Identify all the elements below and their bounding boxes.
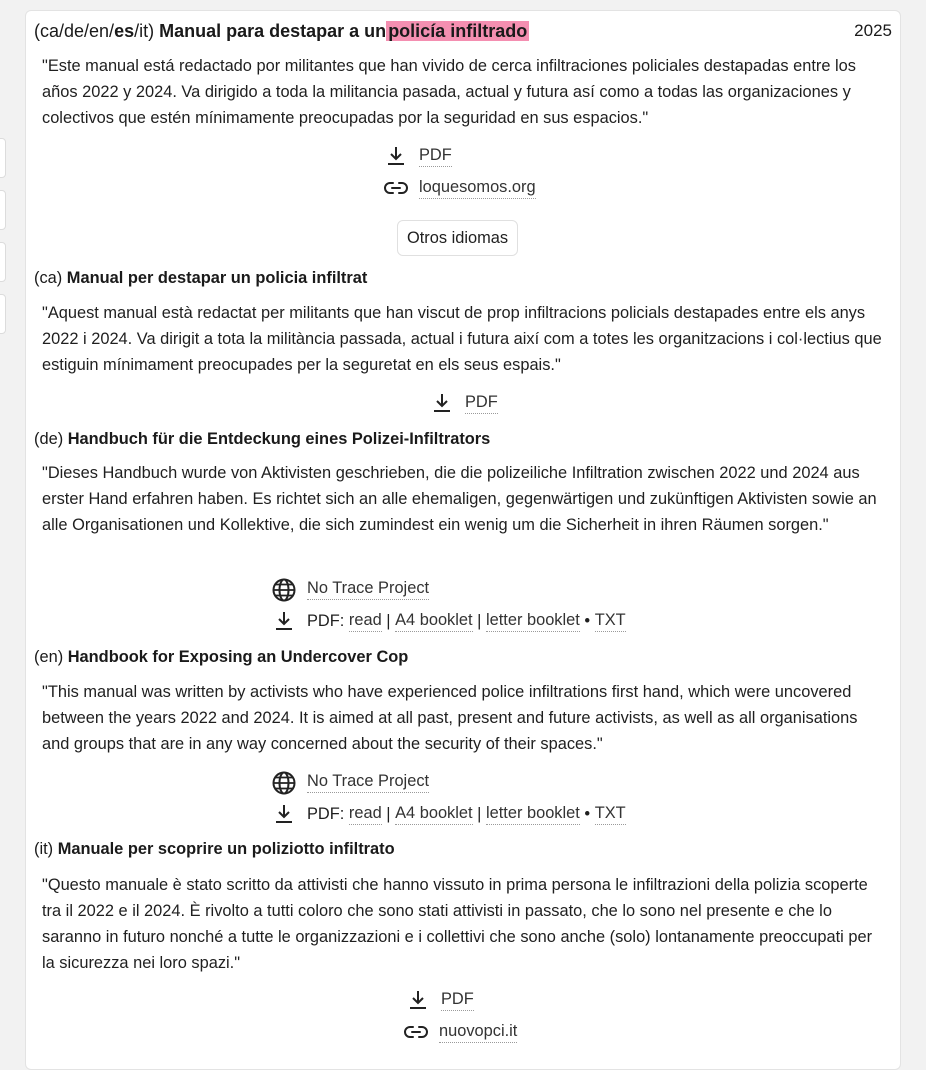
card-header: [34, 19, 892, 47]
en-title: Handbook for Exposing an Undercover Cop: [67, 648, 409, 666]
es-site-row: [383, 176, 536, 199]
sidebar-tab-4[interactable]: [0, 294, 6, 334]
de-letter-booklet-link[interactable]: letter booklet: [486, 609, 580, 632]
en-site-link[interactable]: No Trace Project: [307, 770, 429, 793]
de-description: "Dieses Handbuch wurde von Aktivisten geschrieben, die die polizeiliche Infiltration zwischen 2022 und 2024 aus erster Hand erfahren haben. Es richtet sich an alle ehemaligen, gegenwärtigen und zukünftigen Aktivisten sowie an alle Organisationen und Kollektive, die sich zumindest ein wenig um die Sicherheit in ihren Räumen sorgen.": [42, 464, 877, 534]
en-heading: (en) Handbook for Exposing an Undercover Cop: [34, 648, 409, 666]
ca-description: "Aquest manual està redactat per militants que han viscut de prop infiltracions policials destapades entre els anys 2022 i 2024. Va dirigit a tota la militància passada, actual i futura així com a totes les organitzacions i col·lectius que estiguin mínimament preocupades per la seguretat en els seus espais.": [42, 304, 882, 374]
it-title: Manuale per scoprire un poliziotto infiltrato: [57, 840, 395, 858]
ca-pdf-link[interactable]: PDF: [465, 391, 498, 414]
card-title: Manual para destapar a un policía infiltrado: [159, 21, 528, 41]
title-highlight: policía infiltrado: [388, 21, 528, 41]
it-site-link[interactable]: nuovopci.it: [439, 1020, 517, 1043]
de-read-link[interactable]: read: [349, 609, 382, 632]
other-languages-button[interactable]: Otros idiomas: [397, 220, 518, 256]
link-icon: [383, 177, 409, 199]
de-site-link[interactable]: No Trace Project: [307, 577, 429, 600]
link-icon: [403, 1021, 429, 1043]
globe-icon: [271, 771, 297, 793]
it-pdf-link[interactable]: PDF: [441, 988, 474, 1011]
it-pdf-row: [407, 988, 474, 1011]
sidebar-tab-3[interactable]: [0, 242, 6, 282]
download-icon: [273, 610, 297, 632]
en-pdf-row: PDF: read | A4 booklet | letter booklet • TXT: [273, 802, 626, 825]
it-description: "Questo manuale è stato scritto da attivisti che hanno vissuto in prima persona le infiltrazioni della polizia scoperte tra il 2022 e il 2024. È rivolto a tutti coloro che sono stati attivisti in passato, che lo sono nel presente e che lo saranno in futuro nonché a tutte le organizzazioni e i collettivi che sono anche (solo) lontanamente preoccupati per la sicurezza nei loro spazi.": [42, 876, 873, 972]
it-heading: (it) Manuale per scoprire un poliziotto infiltrato: [34, 840, 395, 858]
de-site-row: [271, 577, 429, 600]
de-a4-booklet-link[interactable]: A4 booklet: [395, 609, 472, 632]
it-site-row: [403, 1020, 517, 1043]
en-description: "This manual was written by activists who have experienced police infiltrations first hand, which were uncovered between the years 2022 and 2024. It is aimed at all past, present and future activists, as well as all organisations and groups that are in any way concerned about the security of their spaces.": [42, 683, 858, 753]
sidebar-tab-2[interactable]: [0, 190, 6, 230]
en-site-row: [271, 770, 429, 793]
download-icon: [273, 803, 297, 825]
language-list: (ca/de/en/es/it): [34, 21, 155, 41]
en-a4-booklet-link[interactable]: A4 booklet: [395, 802, 472, 825]
es-pdf-row: [385, 144, 452, 167]
ca-title: Manual per destapar un policia infiltrat: [66, 269, 368, 287]
en-read-link[interactable]: read: [349, 802, 382, 825]
en-letter-booklet-link[interactable]: letter booklet: [486, 802, 580, 825]
sidebar-tab-1[interactable]: [0, 138, 6, 178]
es-site-link[interactable]: loquesomos.org: [419, 176, 536, 199]
ca-heading: (ca) Manual per destapar un policia infiltrat: [34, 269, 368, 287]
de-pdf-row: PDF: read | A4 booklet | letter booklet • TXT: [273, 609, 626, 632]
en-txt-link[interactable]: TXT: [595, 802, 626, 825]
es-description: "Este manual está redactado por militantes que han vivido de cerca infiltraciones policiales destapadas entre los años 2022 y 2024. Va dirigido a toda la militancia pasada, actual y futura así como a todas las organizaciones y colectivos que estén mínimamente preocupadas por la seguridad en sus espacios.": [42, 57, 856, 127]
current-language: es: [114, 21, 135, 41]
download-icon: [407, 989, 431, 1011]
ca-pdf-row: [431, 391, 498, 414]
publication-card: [25, 10, 901, 1070]
download-icon: [431, 392, 455, 414]
publication-year: 2025: [854, 21, 892, 40]
globe-icon: [271, 578, 297, 600]
de-title: Handbuch für die Entdeckung eines Polizei-Infiltrators: [67, 430, 491, 448]
de-heading: (de) Handbuch für die Entdeckung eines Polizei-Infiltrators: [34, 430, 491, 448]
es-pdf-link[interactable]: PDF: [419, 144, 452, 167]
de-txt-link[interactable]: TXT: [595, 609, 626, 632]
download-icon: [385, 145, 409, 167]
